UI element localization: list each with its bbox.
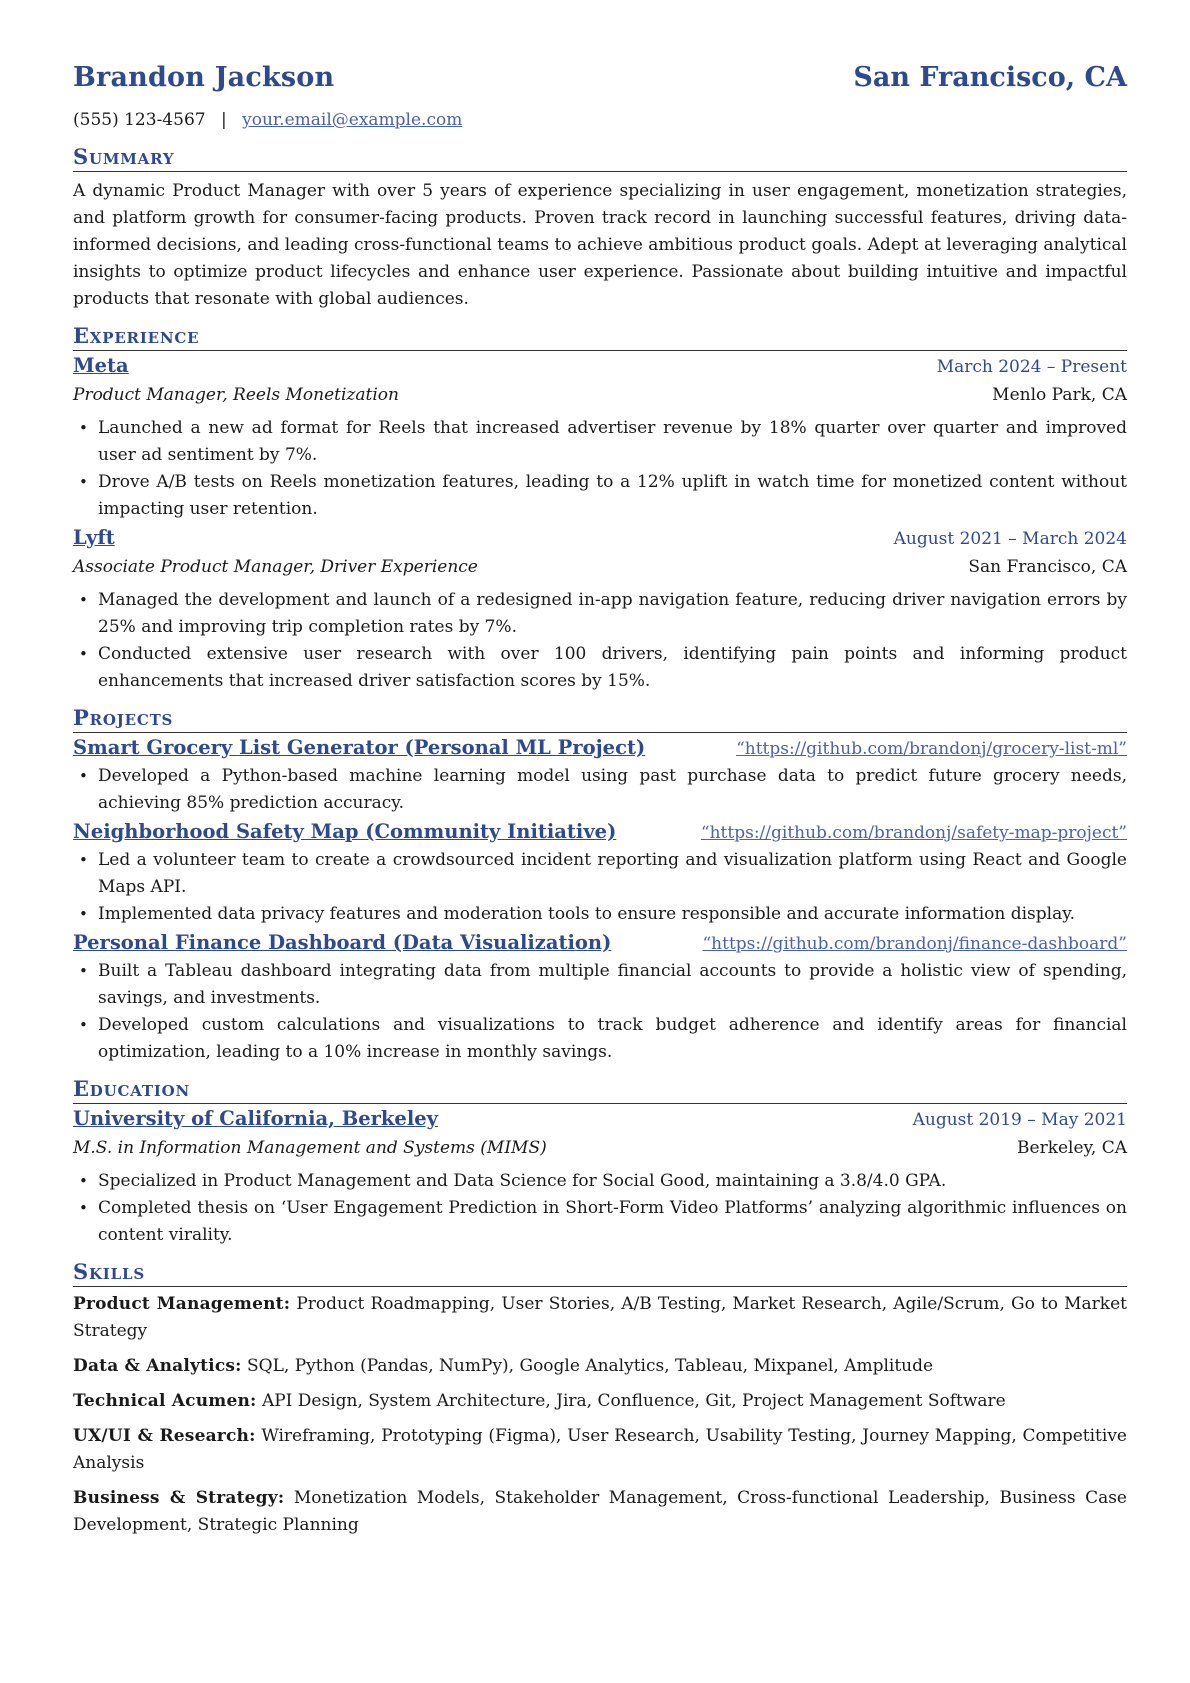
bullet-item: • Conducted extensive user research with over 100 drivers, identifying pain points and informing product enhancements that increased driver satisfaction scores by 15%. bbox=[73, 641, 1127, 695]
skill-row bbox=[73, 1291, 1127, 1345]
section-title-summary: Summary bbox=[73, 144, 1127, 172]
skill-value: Monetization Models, Stakeholder Management, Cross-functional Leadership, Business Case Development, Strategic Planning bbox=[73, 1488, 1127, 1535]
section-title-projects: Projects bbox=[73, 705, 1127, 733]
project-link[interactable]: “https://github.com/brandonj/finance-dashboard” bbox=[702, 934, 1127, 954]
project-name[interactable]: Smart Grocery List Generator (Personal ML Project) bbox=[73, 736, 646, 759]
skill-label: Technical Acumen: bbox=[73, 1391, 257, 1411]
bullet-item: • Specialized in Product Management and Data Science for Social Good, maintaining a 3.8/4.0 GPA. bbox=[73, 1168, 1127, 1195]
skill-value: API Design, System Architecture, Jira, Confluence, Git, Project Management Software bbox=[261, 1391, 1006, 1411]
bullet-item: • Drove A/B tests on Reels monetization features, leading to a 12% uplift in watch time for monetized content without impacting user retention. bbox=[73, 469, 1127, 523]
job-role: Associate Product Manager, Driver Experience bbox=[73, 557, 478, 577]
bullet-item: • Developed custom calculations and visualizations to track budget adherence and identify areas for financial optimization, leading to a 10% increase in monthly savings. bbox=[73, 1012, 1127, 1066]
bullet-list bbox=[73, 763, 1127, 817]
contact-separator: | bbox=[220, 110, 227, 130]
company-name[interactable]: Lyft bbox=[73, 526, 115, 549]
section-title-skills: Skills bbox=[73, 1259, 1127, 1287]
project-name[interactable]: Personal Finance Dashboard (Data Visualization) bbox=[73, 931, 612, 954]
skill-value: Wireframing, Prototyping (Figma), User Research, Usability Testing, Journey Mapping, Competitive Analysis bbox=[73, 1426, 1127, 1473]
project-entry bbox=[73, 817, 1127, 928]
phone-number: (555) 123-4567 bbox=[73, 110, 206, 130]
candidate-location: San Francisco, CA bbox=[853, 62, 1127, 93]
section-title-education: Education bbox=[73, 1076, 1127, 1104]
summary-text: A dynamic Product Manager with over 5 years of experience specializing in user engagement, monetization strategies, and platform growth for consumer-facing products. Proven track record in launching successful features, driving data-informed decisions, and leading cross-functional teams to achieve ambitious product goals. Adept at leveraging analytical insights to optimize product lifecycles and enhance user experience. Passionate about building intuitive and impactful products that resonate with global audiences. bbox=[73, 181, 1127, 309]
bullet-item: • Completed thesis on ‘User Engagement Prediction in Short-Form Video Platforms’ analyzing algorithmic influences on content virality. bbox=[73, 1195, 1127, 1249]
project-link[interactable]: “https://github.com/brandonj/grocery-list-ml” bbox=[736, 739, 1127, 759]
project-entry bbox=[73, 928, 1127, 1066]
skill-label: UX/UI & Research: bbox=[73, 1426, 256, 1446]
resume-page bbox=[73, 62, 1127, 1539]
skill-label: Business & Strategy: bbox=[73, 1488, 285, 1508]
bullet-list bbox=[73, 1168, 1127, 1249]
job-location: Menlo Park, CA bbox=[992, 385, 1127, 405]
degree-name: M.S. in Information Management and Systems (MIMS) bbox=[73, 1138, 547, 1158]
education-dates: August 2019 – May 2021 bbox=[912, 1110, 1127, 1130]
contact-line bbox=[73, 110, 1127, 134]
experience-entry bbox=[73, 351, 1127, 523]
company-name[interactable]: Meta bbox=[73, 354, 129, 377]
bullet-list bbox=[73, 958, 1127, 1066]
section-title-experience: Experience bbox=[73, 323, 1127, 351]
bullet-list bbox=[73, 847, 1127, 928]
skill-value: SQL, Python (Pandas, NumPy), Google Analytics, Tableau, Mixpanel, Amplitude bbox=[247, 1356, 934, 1376]
school-location: Berkeley, CA bbox=[1017, 1138, 1127, 1158]
job-role: Product Manager, Reels Monetization bbox=[73, 385, 399, 405]
skill-row bbox=[73, 1423, 1127, 1477]
bullet-list bbox=[73, 415, 1127, 523]
email-link[interactable]: your.email@example.com bbox=[242, 110, 463, 130]
project-name[interactable]: Neighborhood Safety Map (Community Initiative) bbox=[73, 820, 617, 843]
bullet-item: • Developed a Python-based machine learning model using past purchase data to predict future grocery needs, achieving 85% prediction accuracy. bbox=[73, 763, 1127, 817]
education-entry bbox=[73, 1104, 1127, 1249]
skill-value: Product Roadmapping, User Stories, A/B Testing, Market Research, Agile/Scrum, Go to Market Strategy bbox=[73, 1294, 1128, 1341]
bullet-item: • Led a volunteer team to create a crowdsourced incident reporting and visualization platform using React and Google Maps API. bbox=[73, 847, 1127, 901]
bullet-item: • Built a Tableau dashboard integrating data from multiple financial accounts to provide a holistic view of spending, savings, and investments. bbox=[73, 958, 1127, 1012]
skills-list bbox=[73, 1291, 1127, 1539]
school-name[interactable]: University of California, Berkeley bbox=[73, 1107, 438, 1130]
candidate-name: Brandon Jackson bbox=[73, 62, 335, 93]
experience-entry bbox=[73, 523, 1127, 695]
project-entry bbox=[73, 733, 1127, 817]
job-dates: March 2024 – Present bbox=[936, 357, 1127, 377]
skill-label: Data & Analytics: bbox=[73, 1356, 242, 1376]
project-link[interactable]: “https://github.com/brandonj/safety-map-project” bbox=[700, 823, 1127, 843]
bullet-item: • Launched a new ad format for Reels that increased advertiser revenue by 18% quarter over quarter and improved user ad sentiment by 7%. bbox=[73, 415, 1127, 469]
bullet-item: • Managed the development and launch of a redesigned in-app navigation feature, reducing driver navigation errors by 25% and improving trip completion rates by 7%. bbox=[73, 587, 1127, 641]
resume-header bbox=[73, 62, 1127, 104]
skill-row bbox=[73, 1353, 1127, 1380]
skill-row bbox=[73, 1388, 1127, 1415]
skill-row bbox=[73, 1485, 1127, 1539]
job-location: San Francisco, CA bbox=[968, 557, 1127, 577]
bullet-item: • Implemented data privacy features and moderation tools to ensure responsible and accurate information display. bbox=[73, 901, 1127, 928]
bullet-list bbox=[73, 587, 1127, 695]
job-dates: August 2021 – March 2024 bbox=[893, 529, 1127, 549]
skill-label: Product Management: bbox=[73, 1294, 291, 1314]
